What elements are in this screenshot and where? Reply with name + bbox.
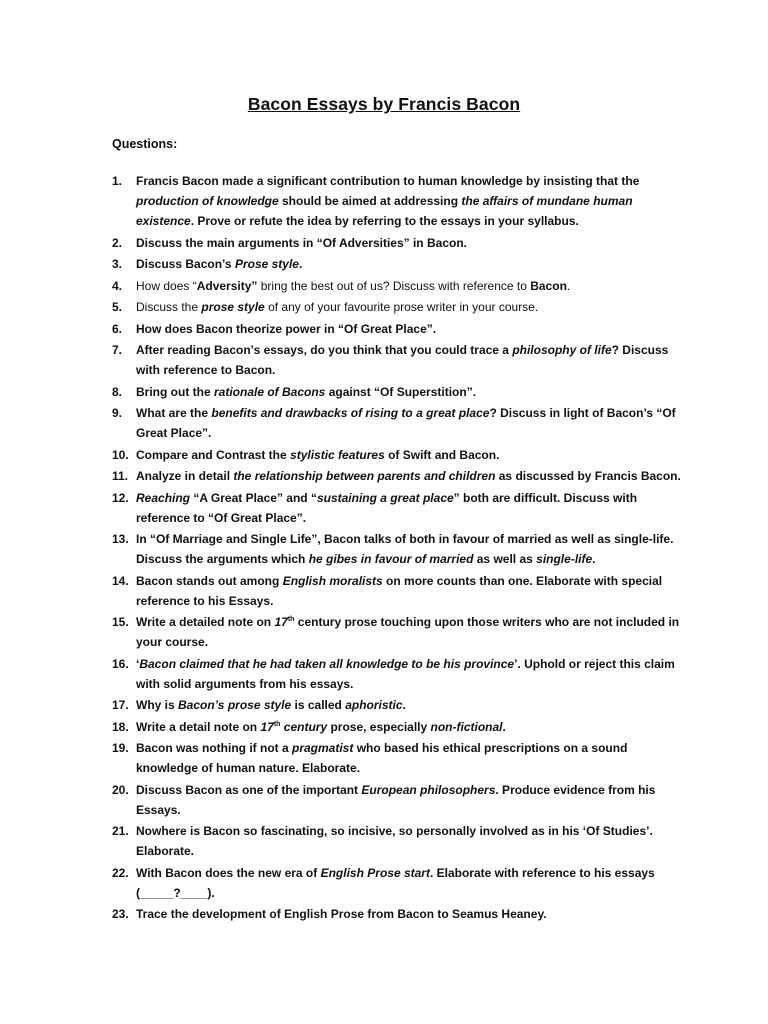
question-item [112, 695, 682, 715]
question-text-segment: “Of Great Place” [338, 321, 433, 336]
question-number: 20. [112, 782, 129, 797]
question-text-segment: Of Superstition [380, 384, 467, 399]
question-text-segment: Compare and Contrast the [136, 447, 291, 462]
question-text-segment: English moralists [282, 573, 383, 588]
question-text-segment: Adversity” [196, 278, 258, 293]
question-text-segment: Discuss the [136, 300, 202, 314]
question-number: 14. [112, 573, 129, 588]
question-item [112, 297, 682, 317]
question-number: 12. [112, 490, 129, 505]
question-item [112, 780, 682, 820]
question-text [136, 717, 682, 737]
question-number: 22. [112, 865, 129, 880]
question-item [112, 276, 682, 296]
question-text-segment: How does Bacon theorize power in [136, 321, 339, 336]
question-text-segment: of any of your favourite prose writer in your course. [264, 300, 539, 314]
question-item [112, 488, 682, 528]
question-item [112, 738, 682, 778]
question-text-segment: ’. Uphold or reject this claim with solid arguments from his essays. [136, 656, 675, 691]
question-text-segment: “A Great Place” and “ [190, 490, 317, 505]
question-text-segment: prose style [201, 300, 265, 314]
question-item [112, 612, 682, 652]
question-text-segment: he gibes in favour of married [308, 552, 474, 566]
question-number: 17. [112, 698, 129, 712]
question-text-segment: Bacon was nothing if not a [136, 741, 292, 755]
question-text [136, 276, 682, 296]
question-text-segment: Analyze in detail [136, 469, 234, 483]
question-text-segment: Of Adversities [322, 235, 404, 250]
question-number: 16. [112, 656, 129, 671]
question-text-segment: century prose touching upon those writers who are not included in your course. [136, 615, 680, 649]
question-text-segment: th [287, 616, 295, 623]
question-number: 13. [112, 532, 129, 546]
question-text-segment: European philosophers [361, 782, 496, 797]
question-text-segment: philosophy of life [512, 343, 612, 357]
question-text-segment: Bacon stands out among [136, 573, 283, 588]
question-text [136, 654, 682, 694]
question-text-segment: century [280, 719, 328, 734]
question-number: 3. [112, 257, 123, 271]
question-item [112, 382, 682, 402]
question-text [136, 382, 682, 402]
question-text-segment: stylistic features [290, 447, 385, 462]
question-text [136, 233, 682, 253]
question-text-segment: . Produce evidence from his Essays. [136, 782, 656, 817]
question-text-segment: 17 [260, 719, 274, 734]
question-number: 18. [112, 719, 129, 734]
question-text [136, 340, 682, 380]
question-text [136, 863, 682, 903]
question-item [112, 233, 682, 253]
question-text-segment: against “ [325, 384, 381, 399]
question-text-segment: who based his ethical prescriptions on a sound knowledge of human nature. Elaborate. [136, 741, 628, 775]
question-item [112, 171, 682, 231]
question-text [136, 738, 682, 778]
question-text [136, 695, 682, 715]
question-text [136, 904, 682, 924]
question-text-segment: as discussed by Francis Bacon. [495, 469, 681, 483]
question-text-segment: ” both are difficult. Discuss with reference to “Of Great Place”. [136, 490, 638, 525]
question-text-segment: Bacon [530, 278, 567, 293]
question-text-segment: pragmatist [292, 741, 354, 755]
question-text-segment: . Prove or refute the idea by referring to the essays in your syllabus. [190, 214, 579, 228]
question-text [136, 529, 682, 569]
question-item [112, 445, 682, 465]
question-text-segment: production of knowledge [136, 194, 279, 208]
question-text-segment: . [298, 257, 303, 271]
question-item [112, 340, 682, 380]
question-text [136, 297, 682, 317]
question-text-segment: non-fictional [430, 719, 503, 734]
question-text-segment: ? Discuss in light of Bacon’s “Of Great Place”. [136, 406, 676, 440]
question-text-segment: bring the best out of us? Discuss with reference to [257, 278, 531, 293]
question-text-segment: the relationship between parents and children [233, 469, 496, 483]
question-text-segment: prose, especially [327, 719, 431, 734]
question-number: 23. [112, 907, 129, 921]
question-item [112, 717, 682, 737]
question-text-segment: Discuss Bacon as one of the important [136, 782, 362, 797]
question-text-segment: benefits and drawbacks of rising to a great place [211, 406, 490, 420]
question-text-segment: . [566, 278, 571, 293]
question-text-segment: Bacon’s [185, 257, 232, 271]
question-text-segment: Why is [136, 698, 179, 712]
question-text-segment: . [592, 552, 596, 566]
question-text-segment: What are the [136, 406, 212, 420]
document-title: Bacon Essays by Francis Bacon [247, 94, 521, 114]
question-text-segment: Discuss [136, 257, 186, 271]
question-text-segment: . [502, 719, 506, 734]
question-text-segment: as well as [473, 552, 537, 566]
question-item [112, 571, 682, 611]
question-text-segment: . Elaborate with reference to his essays (_____?____). [136, 865, 655, 900]
question-number: 15. [112, 615, 129, 629]
question-text [136, 780, 682, 820]
question-text-segment: aphoristic [345, 698, 403, 712]
question-text-segment: ”. [466, 384, 477, 399]
question-text-segment: Prose style [231, 257, 299, 271]
questions-heading: Questions: [112, 137, 178, 151]
question-number: 2. [112, 235, 123, 250]
question-number: 1. [112, 174, 123, 188]
question-item [112, 529, 682, 569]
question-number: 9. [112, 406, 123, 420]
question-text-segment: Reaching [136, 490, 191, 505]
question-text-segment: Write a detail note on [136, 719, 261, 734]
question-text [136, 571, 682, 611]
question-number: 21. [112, 824, 129, 838]
question-text [136, 319, 682, 339]
question-text-segment: In “Of Marriage and Single Life”, Bacon talks of both in favour of married as well as single-life. Discuss the arguments which [136, 532, 674, 566]
question-text-segment: After reading Bacon’s essays, do you think that you could trace a [136, 343, 513, 357]
question-item [112, 466, 682, 486]
question-text-segment: 17 [274, 615, 288, 629]
question-text [136, 403, 682, 443]
question-text-segment: . [432, 321, 437, 336]
question-item [112, 254, 682, 274]
question-text-segment: ? Discuss with reference to Bacon. [136, 343, 669, 377]
question-text-segment: on more counts than one. Elaborate with special reference to his Essays. [136, 573, 663, 608]
question-item [112, 904, 682, 924]
question-text [136, 445, 682, 465]
question-item [112, 319, 682, 339]
question-text-segment: rationale of Bacons [214, 384, 326, 399]
question-number: 6. [112, 321, 123, 336]
question-text-segment: Trace the development of English Prose from Bacon to Seamus Heaney. [136, 907, 547, 921]
question-text-segment: English Prose start [320, 865, 430, 880]
question-text-segment: single-life [536, 552, 593, 566]
question-text-segment: Write a detailed note on [136, 615, 275, 629]
question-text-segment: Discuss the main arguments in “ [136, 235, 323, 250]
question-text [136, 821, 682, 861]
question-item [112, 821, 682, 861]
question-item [112, 654, 682, 694]
question-text-segment: the affairs of mundane human existence [136, 194, 633, 228]
question-text-segment: ‘ [136, 656, 140, 671]
question-text-segment: Bacon’s prose style [178, 698, 292, 712]
question-text [136, 488, 682, 528]
question-text [136, 171, 682, 231]
question-text-segment: ” in Bacon. [403, 235, 467, 250]
question-item [112, 863, 682, 903]
question-item [112, 403, 682, 443]
question-text [136, 612, 682, 652]
question-text [136, 254, 682, 274]
question-text-segment: . [402, 698, 406, 712]
question-text-segment: Bring out the [136, 384, 214, 399]
question-number: 10. [112, 447, 129, 462]
question-text-segment: sustaining a great place [316, 490, 454, 505]
question-number: 5. [112, 300, 123, 314]
question-text-segment: Bacon claimed that he had taken all knowledge to be his province [139, 656, 515, 671]
question-number: 19. [112, 741, 129, 755]
question-text-segment: is called [291, 698, 346, 712]
question-text [136, 466, 682, 486]
question-text-segment: of Swift and Bacon. [384, 447, 500, 462]
question-text-segment: How does “ [136, 278, 197, 293]
question-text-segment: Nowhere is Bacon so fascinating, so incisive, so personally involved as in his ‘Of Studies’. Elaborate. [136, 824, 653, 858]
question-number: 8. [112, 384, 123, 399]
question-number: 4. [112, 278, 123, 293]
question-text-segment: th [273, 720, 281, 728]
questions-list [112, 171, 682, 926]
question-text-segment: With Bacon does the new era of [136, 865, 321, 880]
question-text-segment: should be aimed at addressing [278, 194, 462, 208]
question-text-segment: Francis Bacon made a significant contribution to human knowledge by insisting that the [136, 174, 640, 188]
question-number: 11. [112, 469, 129, 483]
question-number: 7. [112, 343, 123, 357]
